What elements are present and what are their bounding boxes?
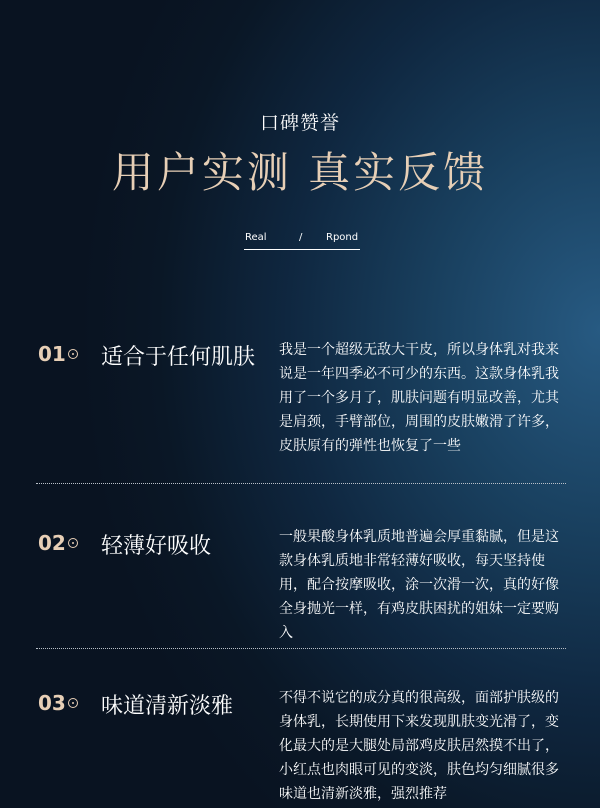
dotted-divider xyxy=(36,648,566,649)
circled-dot-icon xyxy=(68,698,78,708)
section-title: 用户实测 真实反馈 xyxy=(111,148,489,197)
dotted-divider xyxy=(36,483,566,484)
feature-number: 02 xyxy=(38,531,66,555)
feature-description: 不得不说它的成分真的很高级，面部护肤级的身体乳，长期使用下来发现肌肤变光滑了，变化最大的是大腿处局部鸡皮肤居然摸不出了，小红点也肉眼可见的变淡，肤色均匀细腻很多味道也清新淡雅，强烈推荐 xyxy=(279,690,559,802)
tagline-underline xyxy=(244,249,360,250)
feature-description: 我是一个超级无敌大干皮，所以身体乳对我来说是一年四季必不可少的东西。这款身体乳我用了一个多月了，肌肤问题有明显改善，尤其是肩颈，手臂部位，周围的皮肤嫩滑了许多，皮肤原有的弹性也恢复了一些 xyxy=(279,342,559,454)
circled-dot-icon xyxy=(68,538,78,548)
feature-heading: 适合于任何肌肤 xyxy=(101,345,256,370)
feature-number: 03 xyxy=(38,691,66,715)
tagline-left: Real xyxy=(245,232,267,243)
tagline-separator: / xyxy=(299,232,303,243)
feature-number: 01 xyxy=(38,342,66,366)
circled-dot-icon xyxy=(68,349,78,359)
feature-heading: 轻薄好吸收 xyxy=(101,534,212,559)
section-subtitle: 口碑赞誉 xyxy=(259,112,340,134)
tagline-right: Rpond xyxy=(326,232,359,243)
feature-heading: 味道清新淡雅 xyxy=(101,694,234,719)
feature-description: 一般果酸身体乳质地普遍会厚重黏腻，但是这款身体乳质地非常轻薄好吸收，每天坚持使用，配合按摩吸收，涂一次滑一次，真的好像全身抛光一样，有鸡皮肤困扰的姐妹一定要购入 xyxy=(279,529,559,641)
